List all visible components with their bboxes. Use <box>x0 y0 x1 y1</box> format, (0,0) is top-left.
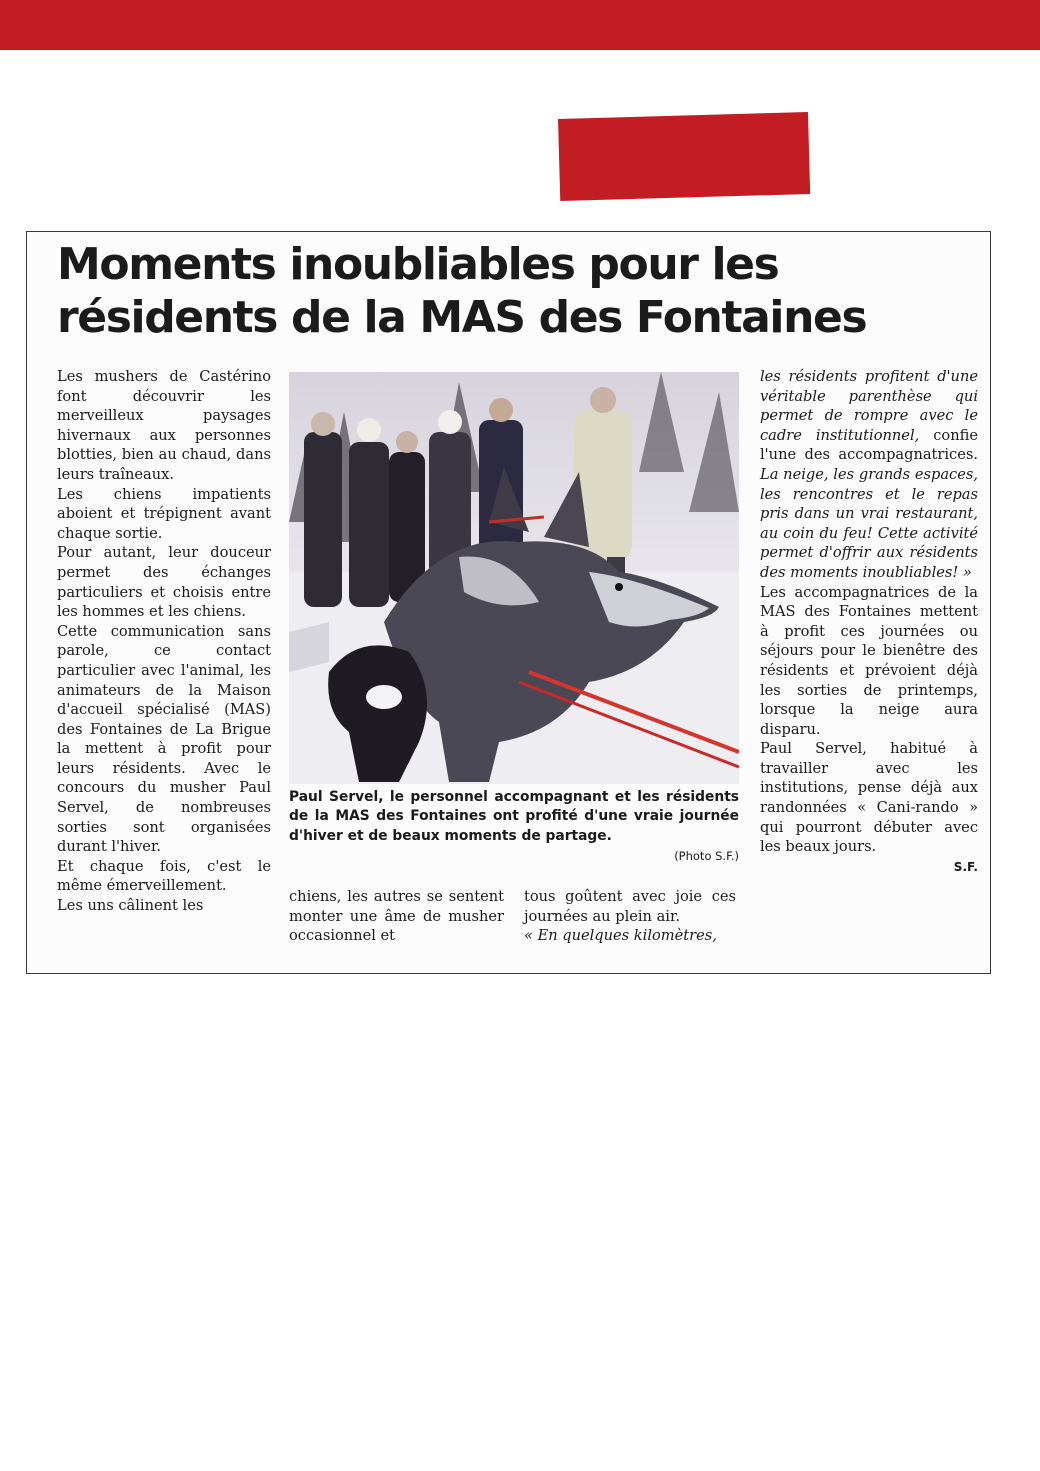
column-1 <box>57 367 271 916</box>
snow-huskies-photo-icon <box>289 372 739 784</box>
newspaper-article <box>26 231 991 974</box>
photo-caption: Paul Servel, le personnel accompagnant et les résidents de la MAS des Fontaines ont profité d'une vraie journée d'hiver et de beaux moments de partage. <box>289 789 739 844</box>
paragraph: Les uns câlinent les <box>57 897 204 915</box>
article-photo <box>289 372 739 784</box>
narration-text: confie l'une des accompagnatrices. <box>760 426 978 464</box>
paragraph: Pour autant, leur douceur permet des échanges particuliers et choisis entre les hommes et les chiens. <box>57 544 271 621</box>
column-3 <box>760 367 978 877</box>
headline-line-1: Moments inoubliables pour les <box>57 239 779 290</box>
paragraph: tous goûtent avec joie ces journées au plein air. <box>524 888 736 925</box>
paragraph: Paul Servel, habitué à travailler avec les institutions, pense déjà aux randonnées « Cani-rando » qui pourront débuter avec les beaux jours. <box>760 740 978 856</box>
red-tag-block <box>558 112 810 201</box>
quote-text: les résidents profitent d'une véritable parenthèse qui permet de rompre avec le cadre institutionnel, <box>760 368 978 444</box>
paragraph: Et chaque fois, c'est le même émerveillement. <box>57 857 271 895</box>
paragraph: chiens, les autres se sentent monter une âme de musher occasionnel et <box>289 888 504 945</box>
signature: S.F. <box>953 859 978 874</box>
column-2b <box>524 887 736 946</box>
top-red-bar <box>0 0 1040 50</box>
paragraph: Cette communication sans parole, ce contact particulier avec l'animal, les animateurs de la Maison d'accueil spécialisé (MAS) des Fontaines de La Brigue la mettent à profit pour leurs résidents. Avec le concours du musher Paul Servel, de nombreuses sorties sont organisées durant l'hiver. <box>57 622 271 856</box>
headline-line-2: résidents de la MAS des Fontaines <box>57 292 867 343</box>
column-2a <box>289 887 504 946</box>
photo-credit: (Photo S.F.) <box>674 849 739 863</box>
paragraph: Les mushers de Castérino font découvrir les merveilleux paysages hivernaux aux personnes blotties, bien au chaud, dans leurs traîneaux. <box>57 368 271 483</box>
paragraph-quote-start: « En quelques kilomètres, <box>524 927 717 945</box>
paragraph: Les accompagnatrices de la MAS des Fontaines mettent à profit ces journées ou séjours pour le bienêtre des résidents et prévoient déjà les sorties de printemps, lorsque la neige aura disparu. <box>760 583 978 738</box>
article-headline <box>57 238 987 344</box>
paragraph: Les chiens impatients aboient et trépignent avant chaque sortie. <box>57 485 271 542</box>
paragraph-quote <box>760 367 978 583</box>
quote-text: La neige, les grands espaces, les rencontres et le repas pris dans un vrai restaurant, au coin du feu! Cette activité permet d'offrir aux résidents des moments inoubliables! » <box>760 465 978 581</box>
